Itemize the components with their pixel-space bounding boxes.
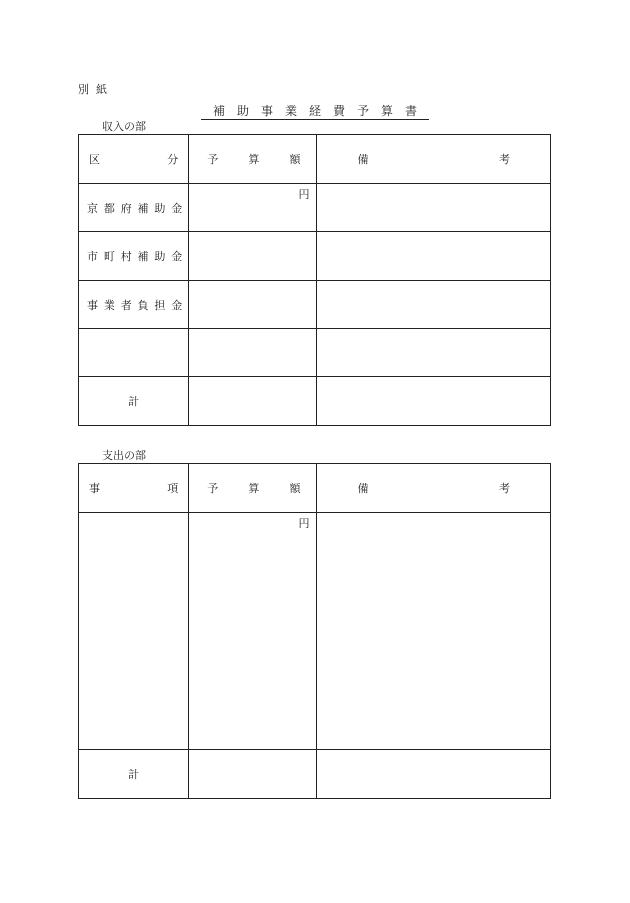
- expense-total-row: [79, 750, 551, 799]
- expense-header-amount: [189, 464, 317, 513]
- income-header-notes: [317, 135, 551, 184]
- expense-header-notes-char-2: 考: [499, 482, 510, 495]
- document-title-text: 補助事業経費予算書: [201, 104, 429, 120]
- income-category-cell[interactable]: [79, 329, 189, 377]
- expense-total-label: 計: [79, 750, 189, 799]
- attachment-label: 別紙: [78, 83, 114, 96]
- expense-header-notes: [317, 464, 551, 513]
- income-total-notes-cell[interactable]: [317, 377, 551, 426]
- income-amount-cell[interactable]: [189, 184, 317, 232]
- income-notes-cell[interactable]: [317, 232, 551, 281]
- category-char-3: 村: [120, 250, 132, 263]
- expense-header-notes-char-1: 備: [357, 482, 369, 495]
- category-char-6: 金: [171, 298, 183, 312]
- expense-header-item: [79, 464, 189, 513]
- category-char-2: 町: [103, 250, 115, 263]
- income-header-category: [79, 135, 189, 184]
- category-char-5: 助: [154, 250, 166, 263]
- expense-header-amount-text: [189, 480, 316, 496]
- income-category-text: [79, 297, 188, 313]
- income-category-text: [79, 248, 188, 264]
- income-total-row: [79, 377, 551, 426]
- category-char-4: 補: [137, 201, 149, 215]
- category-char-1: 事: [87, 298, 98, 312]
- income-amount-cell[interactable]: [189, 232, 317, 281]
- income-total-label: 計: [79, 377, 189, 426]
- income-header-amount-text: [189, 151, 316, 167]
- category-char-1: 市: [87, 250, 98, 263]
- category-char-5: 助: [154, 201, 166, 215]
- expense-header-item-char-1: 事: [89, 482, 100, 495]
- expense-item-cell[interactable]: [79, 513, 189, 750]
- expense-amount-unit: 円: [298, 517, 310, 530]
- income-header-amount-char-2: 算: [248, 153, 260, 166]
- income-table: [78, 134, 551, 426]
- expense-total-amount-cell[interactable]: [189, 750, 317, 799]
- income-amount-unit: 円: [298, 188, 310, 201]
- category-char-4: 負: [137, 298, 149, 312]
- category-char-2: 都: [103, 201, 115, 215]
- income-category-text: [79, 200, 188, 216]
- expense-table: [78, 463, 551, 799]
- category-char-4: 補: [137, 250, 149, 263]
- expense-header-row: [79, 464, 551, 513]
- income-header-amount-char-3: 額: [289, 153, 301, 166]
- income-total-amount-cell[interactable]: [189, 377, 317, 426]
- expense-header-item-text: [79, 480, 188, 496]
- expense-header-item-char-2: 項: [167, 482, 179, 495]
- income-header-amount-char-1: 予: [207, 153, 219, 166]
- income-amount-cell[interactable]: [189, 281, 317, 329]
- expense-header-amount-char-3: 額: [289, 482, 301, 495]
- income-notes-cell[interactable]: [317, 184, 551, 232]
- income-amount-cell[interactable]: [189, 329, 317, 377]
- category-char-6: 金: [171, 250, 183, 263]
- category-char-3: 府: [120, 201, 132, 215]
- income-header-category-char-1: 区: [89, 153, 100, 166]
- income-header-notes-text: [317, 151, 550, 167]
- income-notes-cell[interactable]: [317, 281, 551, 329]
- expense-header-amount-char-1: 予: [207, 482, 219, 495]
- income-row: [79, 329, 551, 377]
- expense-section-label: 支出の部: [102, 449, 146, 462]
- income-header-notes-char-2: 考: [499, 153, 510, 166]
- category-char-5: 担: [154, 298, 166, 312]
- income-row: [79, 281, 551, 329]
- income-header-category-char-2: 分: [167, 153, 179, 166]
- income-header-row: [79, 135, 551, 184]
- category-char-3: 者: [120, 298, 132, 312]
- expense-header-notes-text: [317, 480, 550, 496]
- expense-body-row: [79, 513, 551, 750]
- income-header-amount: [189, 135, 317, 184]
- category-char-1: 京: [87, 201, 98, 215]
- category-char-6: 金: [171, 201, 183, 215]
- income-row: [79, 184, 551, 232]
- income-section-label: 収入の部: [102, 120, 146, 133]
- income-category-cell: [79, 281, 189, 329]
- income-category-cell: [79, 184, 189, 232]
- expense-notes-cell[interactable]: [317, 513, 551, 750]
- income-header-notes-char-1: 備: [357, 153, 369, 166]
- income-header-category-text: [79, 151, 188, 167]
- expense-amount-cell[interactable]: [189, 513, 317, 750]
- category-char-2: 業: [103, 298, 115, 312]
- expense-total-notes-cell[interactable]: [317, 750, 551, 799]
- income-category-cell: [79, 232, 189, 281]
- income-row: [79, 232, 551, 281]
- expense-header-amount-char-2: 算: [248, 482, 260, 495]
- income-notes-cell[interactable]: [317, 329, 551, 377]
- document-title: [0, 100, 630, 119]
